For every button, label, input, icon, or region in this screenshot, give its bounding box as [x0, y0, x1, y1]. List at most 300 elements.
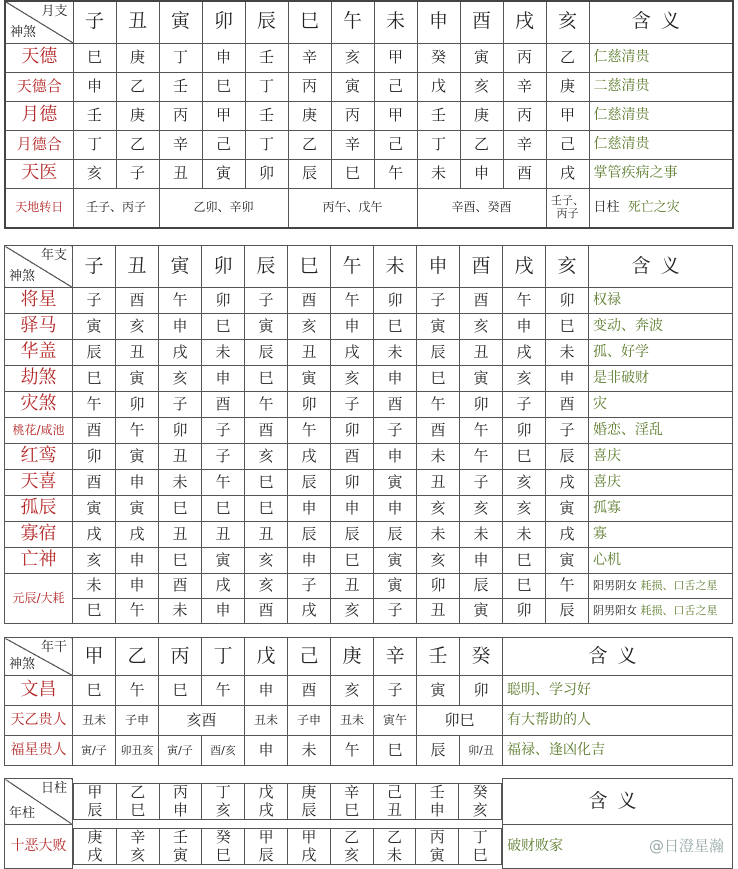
pillar-stem: 丙	[172, 783, 188, 802]
meaning-cell: 喜庆	[589, 470, 733, 496]
table-cell: 巳	[202, 72, 245, 101]
table-cell: 申	[202, 366, 245, 392]
pillar-stem: 丁	[215, 783, 231, 802]
shensha-name: 劫煞	[5, 366, 73, 392]
branch-header: 子	[73, 1, 116, 43]
pillar-branch: 亥	[472, 800, 488, 819]
table-cell: 壬	[245, 101, 288, 130]
table-cell: 亥	[460, 314, 503, 340]
pillar-row-group	[73, 825, 503, 869]
table-cell: 丙	[503, 43, 546, 72]
table-cell: 亥	[331, 676, 374, 706]
table-cell: 庚	[288, 101, 331, 130]
table-cell: 乙卯、辛卯	[159, 188, 288, 228]
shensha-name: 十恶大败	[5, 825, 73, 869]
table-cell: 卯	[245, 159, 288, 188]
table-cell: 乙	[288, 130, 331, 159]
table-cell: 戊	[417, 72, 460, 101]
corner-top-label: 年支	[40, 248, 67, 263]
table-month-branch	[4, 0, 734, 229]
table-cell: 亥	[460, 72, 503, 101]
meaning-cell: 福禄、逢凶化吉	[503, 736, 733, 766]
table-cell: 申	[460, 548, 503, 574]
corner-cell	[5, 1, 73, 43]
stem-header: 癸	[460, 638, 503, 676]
pillar-cell	[287, 829, 330, 865]
pillar-cell	[116, 784, 159, 820]
table-cell: 巳	[73, 599, 116, 624]
table-cell: 辛酉、癸酉	[417, 188, 546, 228]
meaning-cell: 权禄	[589, 288, 733, 314]
table-cell: 辛	[331, 130, 374, 159]
shensha-name: 孤辰	[5, 496, 73, 522]
cell-line: 丙子	[556, 206, 579, 220]
meaning-cell: 心机	[589, 548, 733, 574]
table-cell: 戌	[503, 340, 546, 366]
table-cell: 申	[116, 548, 159, 574]
branch-header: 巳	[288, 1, 331, 43]
table-cell: 酉	[288, 288, 331, 314]
table-cell: 辰	[331, 522, 374, 548]
table-cell: 癸	[417, 43, 460, 72]
table-cell: 寅	[288, 366, 331, 392]
meaning-cell: 寡	[589, 522, 733, 548]
table-cell: 甲	[374, 101, 417, 130]
table-row	[5, 522, 733, 548]
table-cell: 午	[460, 444, 503, 470]
meaning-cell: 掌管疾病之事	[589, 159, 733, 188]
branch-header: 戌	[503, 1, 546, 43]
pillar-branch: 亥	[130, 845, 146, 864]
table-cell: 亥	[503, 366, 546, 392]
table-row	[5, 676, 733, 706]
table-cell: 卯	[288, 392, 331, 418]
table-cell: 巳	[331, 159, 374, 188]
table-row	[5, 418, 733, 444]
shensha-name: 驿马	[5, 314, 73, 340]
table-cell: 卯巳	[417, 706, 503, 736]
corner-top-label: 月支	[41, 4, 68, 19]
table-cell: 巳	[202, 496, 245, 522]
table-cell: 申	[546, 366, 589, 392]
pillar-stem: 乙	[344, 828, 360, 847]
branch-header: 辰	[245, 1, 288, 43]
table-cell: 壬	[245, 43, 288, 72]
table-cell: 戌	[546, 470, 589, 496]
pillar-stem: 壬	[429, 783, 445, 802]
branch-header: 亥	[546, 246, 589, 288]
pillar-stem: 壬	[172, 828, 188, 847]
table-cell: 子	[73, 288, 116, 314]
table-cell: 戌	[546, 159, 589, 188]
table-row	[5, 43, 733, 72]
table-cell: 酉	[73, 470, 116, 496]
table-cell: 卯	[202, 288, 245, 314]
table-cell: 巳	[546, 314, 589, 340]
table-cell: 乙	[460, 130, 503, 159]
meaning-cell: 喜庆	[589, 444, 733, 470]
stem-header: 乙	[116, 638, 159, 676]
table-cell: 寅	[460, 599, 503, 624]
table-cell: 巳	[374, 314, 417, 340]
table-cell: 未	[73, 574, 116, 599]
table-cell: 亥	[331, 599, 374, 624]
shensha-name: 天医	[5, 159, 73, 188]
header-row	[5, 779, 733, 825]
table-cell: 子	[331, 392, 374, 418]
corner-top-label: 年干	[40, 640, 67, 655]
stem-header: 辛	[374, 638, 417, 676]
table-cell: 丑	[331, 574, 374, 599]
table-cell: 午	[503, 288, 546, 314]
table-cell: 酉	[202, 392, 245, 418]
table-cell: 辰	[417, 736, 460, 766]
pillar-strip	[73, 828, 502, 865]
corner-cell	[5, 638, 73, 676]
table-cell: 申	[159, 314, 202, 340]
table-cell: 酉/亥	[202, 736, 245, 766]
table-cell: 辰	[546, 444, 589, 470]
table-cell: 寅/子	[159, 736, 202, 766]
table-cell: 午	[116, 418, 159, 444]
table-cell: 卯/丑	[460, 736, 503, 766]
pillar-cell	[159, 829, 202, 865]
table-cell: 寅	[374, 470, 417, 496]
corner-top-label: 日柱	[40, 781, 67, 796]
table-cell: 子申	[288, 706, 331, 736]
pillar-cell	[159, 784, 202, 820]
table-cell: 巳	[159, 676, 202, 706]
table-cell: 子	[159, 392, 202, 418]
table-cell: 寅	[73, 496, 116, 522]
meaning-cell: 聪明、学习好	[503, 676, 733, 706]
table-cell: 未	[417, 522, 460, 548]
branch-header: 子	[73, 246, 116, 288]
shensha-name: 文昌	[5, 676, 73, 706]
table-cell: 子	[460, 470, 503, 496]
table-row	[5, 706, 733, 736]
pillar-branch: 寅	[429, 845, 445, 864]
table-cell: 辰	[460, 574, 503, 599]
table-cell: 子	[374, 676, 417, 706]
branch-header: 酉	[460, 1, 503, 43]
table-cell: 酉	[460, 288, 503, 314]
pillar-cell	[245, 829, 288, 865]
table-cell: 丑	[245, 522, 288, 548]
table-cell: 巳	[374, 736, 417, 766]
yuanchen-body	[5, 574, 733, 624]
table-cell: 寅	[245, 314, 288, 340]
table-cell: 丙午、戊午	[288, 188, 417, 228]
meaning-cell: 仁慈清贵	[589, 43, 733, 72]
pillar-branch: 戌	[301, 845, 317, 864]
table-cell: 辛	[288, 43, 331, 72]
table-cell: 寅	[546, 496, 589, 522]
table-cell: 壬	[159, 72, 202, 101]
table-cell: 亥	[288, 314, 331, 340]
pillar-stem: 乙	[386, 828, 402, 847]
table-cell: 亥	[116, 314, 159, 340]
table-cell: 午	[159, 288, 202, 314]
pillar-branch: 丑	[386, 800, 402, 819]
pillar-stem: 甲	[87, 783, 103, 802]
table-row	[5, 366, 733, 392]
table-cell: 寅	[116, 444, 159, 470]
table-cell: 戌	[159, 340, 202, 366]
shensha-name: 亡神	[5, 548, 73, 574]
gender-label: 阳男阴女	[593, 579, 637, 593]
table-cell: 午	[417, 392, 460, 418]
shensha-name: 将星	[5, 288, 73, 314]
table-cell: 己	[546, 130, 589, 159]
branch-header: 寅	[159, 1, 202, 43]
table-cell: 未	[503, 522, 546, 548]
table-cell: 亥	[73, 548, 116, 574]
pillar-stem: 乙	[130, 783, 146, 802]
pillar-branch: 巳	[472, 845, 488, 864]
table-cell: 申	[288, 496, 331, 522]
table-cell: 巳	[331, 548, 374, 574]
shensha-name: 天德合	[5, 72, 73, 101]
table-cell: 酉	[331, 444, 374, 470]
branch-header: 戌	[503, 246, 546, 288]
branch-header: 寅	[159, 246, 202, 288]
table-cell: 乙	[116, 130, 159, 159]
pillar-stem: 丙	[429, 828, 445, 847]
table-cell: 寅	[116, 366, 159, 392]
pillar-stem: 戊	[258, 783, 274, 802]
table-cell: 子	[202, 444, 245, 470]
table-cell: 亥	[331, 43, 374, 72]
shensha-name: 灾煞	[5, 392, 73, 418]
table-year-stem	[4, 637, 733, 766]
branch-header: 亥	[546, 1, 589, 43]
table-cell: 寅	[460, 43, 503, 72]
table-cell: 卯	[331, 418, 374, 444]
table-cell: 亥	[417, 548, 460, 574]
meaning-cell: 二慈清贵	[589, 72, 733, 101]
table-cell: 丑	[159, 444, 202, 470]
pillar-cell	[373, 829, 416, 865]
table-cell: 子	[374, 418, 417, 444]
table-cell: 寅	[374, 574, 417, 599]
pillar-branch: 辰	[258, 845, 274, 864]
table-cell: 酉	[503, 159, 546, 188]
table-cell: 卯	[374, 288, 417, 314]
table-cell: 未	[417, 444, 460, 470]
table-cell: 午	[245, 392, 288, 418]
table-cell: 丁	[417, 130, 460, 159]
branch-header: 午	[331, 246, 374, 288]
meaning-header: 含义	[589, 1, 733, 43]
table-cell: 未	[460, 522, 503, 548]
table-cell: 辰	[288, 522, 331, 548]
pillar-stem: 己	[386, 783, 402, 802]
table-cell: 庚	[116, 43, 159, 72]
table2-body	[5, 288, 733, 574]
table-cell: 酉	[73, 418, 116, 444]
table-row	[5, 188, 733, 228]
table-cell: 辰	[417, 340, 460, 366]
pillar-branch: 寅	[172, 845, 188, 864]
table-cell: 辰	[374, 522, 417, 548]
table-cell: 午	[202, 676, 245, 706]
table-cell: 寅	[460, 366, 503, 392]
pillar-cell	[74, 784, 117, 820]
table-cell: 巳	[503, 574, 546, 599]
header-row	[5, 1, 733, 43]
header-row	[5, 246, 733, 288]
stem-header: 庚	[331, 638, 374, 676]
table-row	[5, 736, 733, 766]
table-cell: 午	[331, 288, 374, 314]
table-cell: 申	[460, 159, 503, 188]
table-cell: 辛	[503, 130, 546, 159]
table-cell: 卯	[73, 444, 116, 470]
stem-header: 丁	[202, 638, 245, 676]
table-cell: 午	[73, 392, 116, 418]
table-cell: 卯	[159, 418, 202, 444]
table-cell: 申	[503, 314, 546, 340]
table-cell: 己	[374, 72, 417, 101]
shensha-name: 月德合	[5, 130, 73, 159]
table-cell: 巳	[245, 470, 288, 496]
table-cell: 卯	[460, 676, 503, 706]
branch-header: 丑	[116, 1, 159, 43]
table-cell: 酉	[374, 392, 417, 418]
table-cell: 戌	[546, 522, 589, 548]
table-cell: 申	[245, 676, 288, 706]
table-cell: 申	[331, 496, 374, 522]
table-cell: 丙	[288, 72, 331, 101]
pillar-branch: 辰	[301, 800, 317, 819]
table-cell: 申	[288, 548, 331, 574]
meaning-cell	[589, 574, 733, 599]
table-cell: 寅	[331, 72, 374, 101]
meaning-header: 含义	[503, 779, 733, 825]
table-row	[5, 159, 733, 188]
stem-header: 己	[288, 638, 331, 676]
table-cell: 午	[331, 736, 374, 766]
table-cell: 亥	[245, 444, 288, 470]
table-row	[5, 72, 733, 101]
table-cell: 申	[374, 444, 417, 470]
meaning-cell: 灾	[589, 392, 733, 418]
pillar-header-group	[73, 779, 503, 825]
table-cell: 庚	[460, 101, 503, 130]
table-cell: 亥酉	[159, 706, 245, 736]
table-cell: 丁	[245, 72, 288, 101]
table-cell: 巳	[417, 366, 460, 392]
corner-bottom-label: 神煞	[9, 657, 36, 673]
table-cell: 壬子、丙子	[73, 188, 159, 228]
table-cell: 丁	[159, 43, 202, 72]
table-cell: 乙	[546, 43, 589, 72]
table-cell: 亥	[245, 574, 288, 599]
shensha-name: 月德	[5, 101, 73, 130]
table-cell: 丑未	[245, 706, 288, 736]
table-cell: 丑	[159, 159, 202, 188]
table-cell: 亥	[503, 496, 546, 522]
stem-header: 甲	[73, 638, 116, 676]
table-cell: 戌	[331, 340, 374, 366]
table-cell: 丙	[503, 101, 546, 130]
branch-header: 辰	[245, 246, 288, 288]
pillar-branch: 未	[386, 845, 402, 864]
table-cell: 酉	[245, 418, 288, 444]
corner-cell	[5, 246, 73, 288]
table-cell: 子	[202, 418, 245, 444]
table-cell: 丑	[460, 340, 503, 366]
table-cell: 午	[374, 159, 417, 188]
pillar-branch: 巳	[344, 800, 360, 819]
table-cell: 丙	[331, 101, 374, 130]
pillar-stem: 丁	[472, 828, 488, 847]
table-cell: 申	[374, 496, 417, 522]
table-cell: 甲	[374, 43, 417, 72]
table-cell: 子	[503, 392, 546, 418]
table-cell: 丑	[288, 340, 331, 366]
pillar-cell	[116, 829, 159, 865]
pillar-cell	[416, 829, 459, 865]
gender-label: 阴男阳女	[593, 604, 637, 618]
table-cell: 寅	[374, 548, 417, 574]
pillar-stem: 甲	[258, 828, 274, 847]
table-cell: 寅	[417, 314, 460, 340]
pillar-branch: 申	[172, 800, 188, 819]
table-row	[5, 392, 733, 418]
table-cell: 寅	[116, 496, 159, 522]
pillar-stem: 甲	[301, 828, 317, 847]
table-cell: 巳	[159, 496, 202, 522]
table-cell: 戌	[288, 444, 331, 470]
table-cell: 未	[288, 736, 331, 766]
meaning-cell: 变动、奔波	[589, 314, 733, 340]
table-cell: 寅	[73, 314, 116, 340]
table-cell: 丑	[159, 522, 202, 548]
pillar-strip	[73, 783, 502, 820]
meaning-cell: 孤寡	[589, 496, 733, 522]
shensha-name: 天乙贵人	[5, 706, 73, 736]
meaning-cell: 破财败家	[503, 825, 733, 869]
table-cell: 巳	[73, 676, 116, 706]
table-cell: 辰	[288, 159, 331, 188]
table-cell: 午	[460, 418, 503, 444]
pillar-cell	[202, 784, 245, 820]
branch-header: 丑	[116, 246, 159, 288]
table-row	[5, 340, 733, 366]
table-cell: 子申	[116, 706, 159, 736]
table-cell: 己	[374, 130, 417, 159]
table-cell: 巳	[159, 548, 202, 574]
pillar-cell	[74, 829, 117, 865]
table-cell: 子	[245, 288, 288, 314]
pillar-cell	[202, 829, 245, 865]
table-cell: 辰	[546, 599, 589, 624]
pillar-cell	[373, 784, 416, 820]
table-year-branch	[4, 245, 733, 624]
pillar-branch: 戌	[87, 845, 103, 864]
table-cell: 丙	[159, 101, 202, 130]
table-cell: 丑	[202, 522, 245, 548]
pillar-branch: 巳	[215, 845, 231, 864]
table-cell: 辰	[245, 340, 288, 366]
table-cell: 子	[288, 574, 331, 599]
table-cell: 午	[116, 599, 159, 624]
table-cell: 未	[417, 159, 460, 188]
table-cell: 卯	[546, 288, 589, 314]
shensha-name: 元辰/大耗	[5, 574, 73, 624]
